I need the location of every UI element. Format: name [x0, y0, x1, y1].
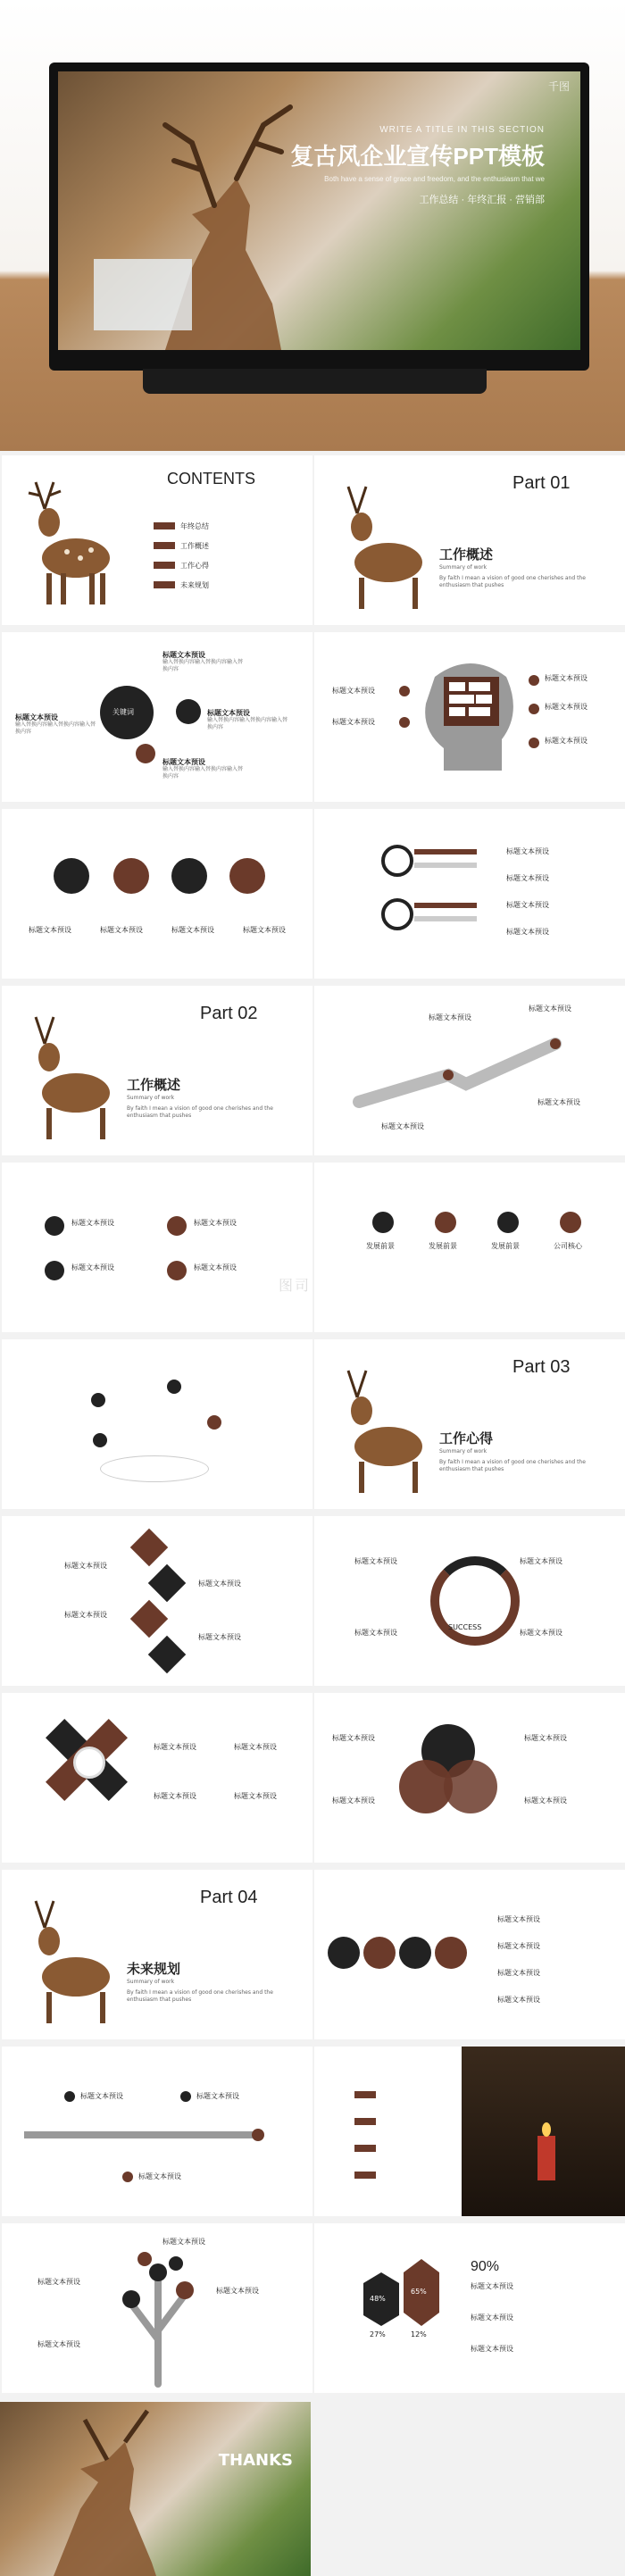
block-heading: 标题文本预设	[524, 1797, 567, 1805]
block-heading: 标题文本预设	[198, 1633, 241, 1641]
block-heading: 标题文本预设	[506, 901, 549, 909]
box-circle	[399, 1937, 431, 1969]
block-heading: 标题文本预设	[38, 2340, 80, 2348]
deer-head-image	[0, 2402, 311, 2576]
bullet-icon	[529, 704, 539, 714]
people-icon	[167, 1261, 187, 1280]
block-heading: 标题文本预设	[71, 1263, 114, 1271]
box-circle	[363, 1937, 396, 1969]
block-text: 输入替换内容输入替换内容输入替换内容	[15, 721, 96, 735]
block-heading: 标题文本预设	[64, 1562, 107, 1570]
candle-flame	[542, 2122, 551, 2137]
percent-90: 90%	[471, 2259, 500, 2274]
hero-tags: 工作总结 · 年终汇报 · 营销部	[419, 195, 545, 205]
block-heading: 标题文本预设	[80, 2092, 123, 2100]
slide-success-cycle[interactable]	[314, 1516, 625, 1686]
slide-four-icons[interactable]	[2, 1163, 312, 1332]
block-text: 输入替换内容输入替换内容输入替换内容	[207, 717, 288, 730]
contents-title: CONTENTS	[167, 470, 255, 488]
slide-brain[interactable]	[314, 632, 625, 802]
block-heading: 标题文本预设	[171, 926, 214, 934]
watermark: 图司	[279, 1277, 312, 1294]
block-heading: 标题文本预设	[71, 1219, 114, 1227]
slide-part-04[interactable]	[2, 1870, 312, 2039]
block-heading: 标题文本预设	[198, 1580, 241, 1588]
deer-illustration	[330, 1362, 429, 1496]
contents-marker	[154, 562, 175, 569]
bullet-icon	[399, 686, 410, 696]
hero-title: 复古风企业宣传PPT模板	[290, 143, 545, 170]
block-heading: 标题文本预设	[520, 1629, 562, 1637]
section-body: By faith I mean a vision of good one cherishes and the enthusiasm that pushes	[439, 575, 586, 588]
contents-marker	[154, 581, 175, 588]
section-subtitle: Summary of work	[439, 564, 488, 571]
slide-keyword-cycle[interactable]	[2, 632, 312, 802]
hex-bottom-value: 12%	[411, 2330, 427, 2338]
block-heading: 标题文本预设	[545, 674, 588, 682]
block-heading: 标题文本预设	[243, 926, 286, 934]
section-body: By faith I mean a vision of good one cherishes and the enthusiasm that pushes	[127, 1989, 273, 2003]
slide-search-bars[interactable]	[314, 809, 625, 979]
tv-frame	[49, 63, 589, 371]
block-heading: 标题文本预设	[520, 1557, 562, 1565]
slide-tree[interactable]	[2, 2223, 312, 2393]
bullet-icon	[529, 675, 539, 686]
slide-prospects[interactable]	[279, 1163, 625, 1332]
block-heading: 标题文本预设	[429, 1013, 471, 1021]
block-heading: 标题文本预设	[162, 2238, 205, 2246]
venn-circle	[444, 1760, 497, 1813]
feature-title: 发展前景	[366, 1242, 395, 1250]
block-heading: 标题文本预设	[332, 1797, 375, 1805]
anchor-icon	[176, 699, 201, 724]
block-heading: 标题文本预设	[471, 2282, 513, 2290]
diamond-tile	[148, 1564, 186, 1602]
block-heading: 标题文本预设	[154, 1792, 196, 1800]
money-icon	[560, 1212, 581, 1233]
block-heading: 标题文本预设	[506, 874, 549, 882]
bag-icon	[45, 1216, 64, 1236]
block-heading: 标题文本预设	[545, 703, 588, 711]
block-heading: 标题文本预设	[194, 1263, 237, 1271]
feature-title: 公司核心	[554, 1242, 582, 1250]
part-label: Part 01	[512, 473, 571, 493]
block-heading: 标题文本预设	[354, 1629, 397, 1637]
center-circle	[73, 1747, 105, 1779]
slide-four-boxes[interactable]	[314, 1870, 625, 2039]
section-title: 工作概述	[127, 1077, 181, 1093]
timeline-node	[180, 2091, 191, 2102]
block-heading: 标题文本预设	[196, 2092, 239, 2100]
diamond-tile	[130, 1600, 168, 1638]
keyword-label: 关键词	[112, 708, 134, 716]
magnifier-icon	[381, 845, 413, 877]
block-heading: 标题文本预设	[29, 926, 71, 934]
list-marker	[354, 2145, 376, 2152]
section-body: By faith I mean a vision of good one cherishes and the enthusiasm that pushes	[127, 1105, 273, 1119]
cycle-ring	[430, 1556, 520, 1646]
slide-candle[interactable]	[314, 2047, 625, 2216]
slide-abcd[interactable]	[2, 1339, 312, 1509]
candle-image	[538, 2136, 555, 2180]
block-heading: 标题文本预设	[162, 651, 205, 659]
a-marker	[93, 1433, 107, 1447]
team-icon	[45, 1261, 64, 1280]
slide-thanks[interactable]	[0, 2402, 311, 2576]
deer-head-image	[58, 71, 580, 350]
d-marker	[207, 1415, 221, 1430]
block-heading: 标题文本预设	[497, 1915, 540, 1923]
bulb-icon	[167, 1216, 187, 1236]
block-heading: 标题文本预设	[471, 2313, 513, 2322]
block-heading: 标题文本预设	[354, 1557, 397, 1565]
slide-cross[interactable]	[2, 1693, 312, 1863]
deer-illustration	[18, 1892, 116, 2026]
list-marker	[354, 2118, 376, 2125]
slide-part-01[interactable]	[314, 455, 625, 625]
block-heading: 标题文本预设	[545, 737, 588, 745]
c-marker	[167, 1380, 181, 1394]
section-title: 未来规划	[127, 1961, 181, 1977]
section-body: By faith I mean a vision of good one cherishes and the enthusiasm that pushes	[439, 1459, 586, 1472]
block-heading: 标题文本预设	[332, 1734, 375, 1742]
cycle-label: SUCCESS	[448, 1623, 482, 1631]
block-heading: 标题文本预设	[38, 2278, 80, 2286]
part-label: Part 04	[200, 1888, 258, 1907]
block-heading: 标题文本预设	[471, 2345, 513, 2353]
block-heading: 标题文本预设	[497, 1942, 540, 1950]
bullet-icon	[399, 717, 410, 728]
slide-venn[interactable]	[314, 1693, 625, 1863]
block-heading: 标题文本预设	[332, 687, 375, 695]
diamond-tile	[130, 1529, 168, 1566]
section-subtitle: Summary of work	[127, 1095, 175, 1101]
feature-title: 发展前景	[491, 1242, 520, 1250]
base-ellipse	[100, 1455, 209, 1482]
b-marker	[91, 1393, 105, 1407]
block-heading: 标题文本预设	[154, 1743, 196, 1751]
progress-circle	[113, 858, 149, 894]
block-heading: 标题文本预设	[100, 926, 143, 934]
block-heading: 标题文本预设	[524, 1734, 567, 1742]
part-label: Part 02	[200, 1004, 258, 1023]
slide-diamonds[interactable]	[2, 1516, 312, 1686]
block-text: 输入替换内容输入替换内容输入替换内容	[162, 659, 244, 672]
progress-circle	[229, 858, 265, 894]
hex-value: 65%	[411, 2288, 427, 2296]
block-heading: 标题文本预设	[529, 1005, 571, 1013]
block-text: 输入替换内容输入替换内容输入替换内容	[162, 766, 244, 779]
hero-banner	[0, 0, 625, 451]
brain-head-image	[417, 659, 524, 775]
hero-subtitle: WRITE A TITLE IN THIS SECTION	[379, 125, 545, 135]
contents-item[interactable]: 工作心得	[180, 562, 209, 570]
block-heading: 标题文本预设	[497, 1969, 540, 1977]
progress-bar	[414, 849, 477, 854]
tv-stand	[143, 369, 487, 394]
deer-illustration	[18, 473, 116, 607]
block-heading: 标题文本预设	[538, 1098, 580, 1106]
slide-hex-stats[interactable]	[314, 2223, 625, 2393]
slide-part-03[interactable]	[314, 1339, 625, 1509]
block-heading: 标题文本预设	[194, 1219, 237, 1227]
block-heading: 标题文本预设	[506, 847, 549, 855]
timeline-node	[64, 2091, 75, 2102]
magnifier-icon	[381, 898, 413, 930]
tv-screen	[58, 71, 580, 350]
section-subtitle: Summary of work	[439, 1448, 488, 1455]
gear-icon	[372, 1212, 394, 1233]
diamond-tile	[148, 1636, 186, 1673]
slide-contents[interactable]	[2, 455, 312, 625]
timeline-bar	[24, 2131, 256, 2138]
block-heading: 标题文本预设	[216, 2287, 259, 2295]
block-heading: 标题文本预设	[497, 1996, 540, 2004]
thanks-title: THANKS	[218, 2451, 293, 2470]
block-heading: 标题文本预设	[234, 1743, 277, 1751]
hex-value: 48%	[370, 2295, 386, 2303]
box-circle	[328, 1937, 360, 1969]
slide-timeline[interactable]	[2, 2047, 312, 2216]
block-heading: 标题文本预设	[234, 1792, 277, 1800]
block-heading: 标题文本预设	[15, 713, 58, 721]
contents-item[interactable]: 未来规划	[180, 581, 209, 589]
progress-bar	[414, 863, 477, 868]
part-label: Part 03	[512, 1357, 571, 1377]
progress-circle	[54, 858, 89, 894]
tree-illustration	[91, 2241, 225, 2384]
camera-icon	[435, 1212, 456, 1233]
slide-four-circles[interactable]	[2, 809, 312, 979]
block-heading: 标题文本预设	[64, 1611, 107, 1619]
deer-illustration	[330, 478, 429, 612]
bullet-icon	[529, 738, 539, 748]
block-heading: 标题文本预设	[162, 758, 205, 766]
gear-icon	[136, 744, 155, 763]
slide-arrow-growth[interactable]	[314, 986, 625, 1155]
progress-bar	[414, 916, 477, 921]
list-marker	[354, 2091, 376, 2098]
feature-title: 发展前景	[429, 1242, 457, 1250]
deer-illustration	[18, 1008, 116, 1142]
slide-part-02[interactable]	[2, 986, 312, 1155]
timeline-end	[252, 2129, 264, 2141]
progress-circle	[171, 858, 207, 894]
progress-bar	[414, 903, 477, 908]
contents-marker	[154, 522, 175, 529]
block-heading: 标题文本预设	[332, 718, 375, 726]
block-heading: 标题文本预设	[138, 2172, 181, 2180]
box-circle	[435, 1937, 467, 1969]
block-heading: 标题文本预设	[506, 928, 549, 936]
section-title: 工作心得	[439, 1430, 494, 1446]
section-subtitle: Summary of work	[127, 1979, 175, 1985]
contents-item[interactable]: 年终总结	[180, 522, 209, 530]
block-heading: 标题文本预设	[207, 709, 250, 717]
chart-icon	[497, 1212, 519, 1233]
contents-marker	[154, 542, 175, 549]
block-heading: 标题文本预设	[381, 1122, 424, 1130]
section-title: 工作概述	[439, 546, 494, 563]
brand-logo: 千图	[547, 80, 570, 93]
hero-description: Both have a sense of grace and freedom, and the enthusiasm that we	[324, 175, 545, 183]
contents-item[interactable]: 工作概述	[180, 542, 209, 550]
list-marker	[354, 2172, 376, 2179]
hex-bottom-value: 27%	[370, 2330, 386, 2338]
timeline-node	[122, 2172, 133, 2182]
